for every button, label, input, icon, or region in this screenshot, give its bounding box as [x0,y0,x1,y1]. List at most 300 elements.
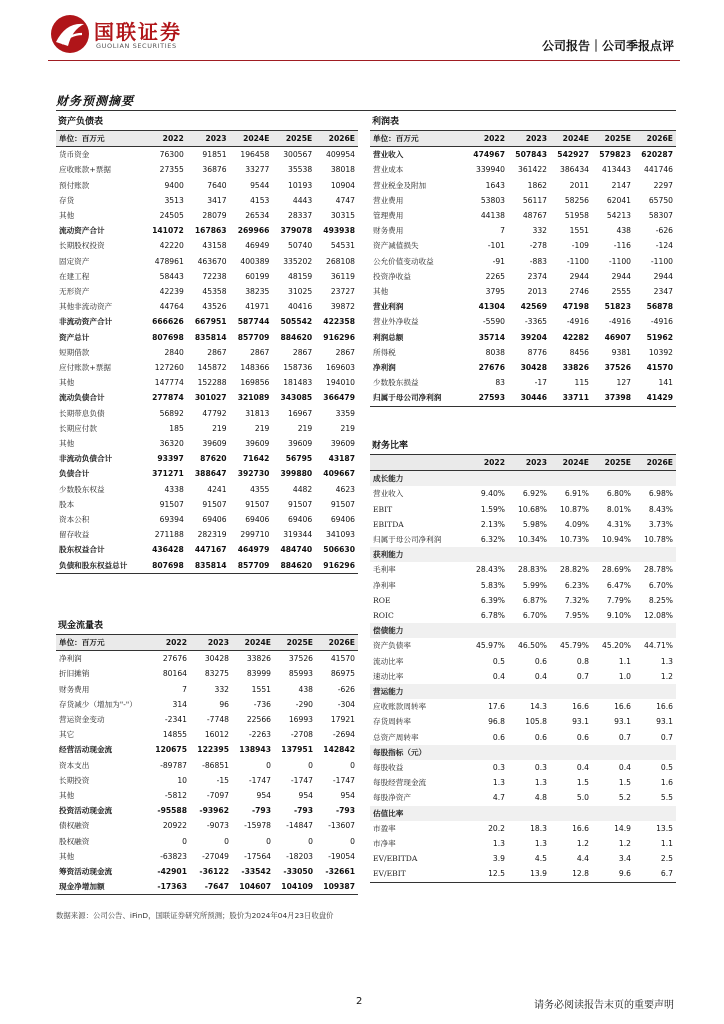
table-cell: 91507 [159,499,184,509]
table-cell [634,745,676,760]
table-cell: -1100 [608,256,631,266]
table-cell: 493938 [323,226,355,236]
row-label: EV/EBITDA [373,854,418,864]
table-row [56,879,358,895]
table-row [56,849,358,864]
table-cell: 35714 [478,332,505,342]
table-row [370,375,676,390]
table-cell: 16012 [204,730,229,740]
table-cell [466,471,508,487]
table-cell: 9544 [250,180,270,190]
table-cell: 0.8 [576,656,589,666]
table-row [370,699,676,714]
row-label: 营业利润 [373,302,404,312]
table-cell: 2347 [653,287,673,297]
table-cell: 4747 [335,195,355,205]
table-cell: 60199 [245,271,270,281]
table-cell: 127 [616,378,631,388]
table-cell: 954 [298,791,313,801]
table-cell: 6.7 [634,866,676,882]
table-cell: 8.43% [648,504,673,514]
table-row [370,562,676,577]
row-label: 其他 [59,791,75,801]
table-cell: -1100 [566,256,589,266]
table-cell: 76300 [159,150,184,160]
table-cell: 47198 [562,302,589,312]
table-cell: 916296 [323,332,355,342]
table-cell: -27049 [202,851,229,861]
table-row [370,608,676,623]
table-cell: 0.5 [660,763,673,773]
table-row [370,314,676,329]
table-cell: 579823 [599,150,631,160]
table-cell: 10 [177,775,187,785]
table-cell: 28079 [202,211,227,221]
table-cell [508,684,550,699]
unit-label: 单位：百万元 [56,635,148,651]
table-cell: 0.6 [576,732,589,742]
row-label: 预付账款 [59,180,90,190]
table-cell: -4916 [650,317,673,327]
table-cell: 93.1 [656,717,673,727]
table-row [370,654,676,669]
table-cell: 2297 [653,180,673,190]
table-cell: 3359 [335,408,355,418]
guolian-logo [48,12,198,62]
table-cell: 41971 [245,302,270,312]
year-header: 2022 [466,131,508,147]
row-label: 财务费用 [373,226,404,236]
table-cell: 341093 [326,530,355,540]
table-cell: 8.01% [606,504,631,514]
table-cell: 0.7 [576,671,589,681]
table-cell: 3417 [207,195,227,205]
table-cell: 39609 [202,439,227,449]
table-cell: 46949 [245,241,270,251]
table-row [56,527,358,542]
table-cell: -1747 [248,775,271,785]
table-cell: 28.83% [518,565,547,575]
table-cell: 2944 [611,271,631,281]
table-row [56,451,358,466]
table-cell: 464979 [237,545,270,555]
table-cell: 8038 [485,347,505,357]
table-cell: 12.08% [644,611,673,621]
table-cell [634,471,676,487]
table-row [370,502,676,517]
table-cell [550,623,592,638]
row-label: 成长能力 [370,471,466,487]
year-header: 2025E [272,131,315,147]
table-cell: 71642 [242,454,270,464]
table-cell: 2867 [292,347,313,357]
table-row [370,790,676,805]
table-cell: -2694 [332,730,355,740]
table-cell: 8456 [569,347,589,357]
row-label: ROIC [373,611,394,621]
table-row [56,482,358,497]
table-cell: 20.2 [488,823,505,833]
row-label: 投资活动现金流 [59,806,113,816]
table-cell: 386434 [560,165,589,175]
table-cell: 667951 [194,317,227,327]
row-label: 净利润 [373,363,396,373]
table-cell: -91 [492,256,505,266]
page-number: 2 [356,996,363,1007]
table-row [370,254,676,269]
table-cell: 5.83% [480,580,505,590]
table-row [56,682,358,697]
table-cell: 0.7 [618,732,631,742]
row-label: 营运能力 [370,684,466,699]
table-cell: 30428 [204,654,229,664]
table-cell: 91851 [202,150,227,160]
table-cell: 884620 [280,332,313,342]
table-cell: -290 [295,699,313,709]
table-cell: 169603 [326,363,355,373]
table-cell: 1.3 [534,839,547,849]
year-header: 2023 [190,635,232,651]
row-label: 其他 [59,851,75,861]
table-cell: 51962 [646,332,673,342]
table-cell: 2265 [485,271,505,281]
table-cell: 6.87% [522,595,547,605]
table-cell: 167863 [194,226,227,236]
table-cell: 463670 [197,256,227,266]
table-cell: 8.25% [648,595,673,605]
table-cell: 4443 [292,195,313,205]
table-cell: 93397 [157,454,184,464]
year-header: 2024E [550,131,592,147]
table-cell: 158736 [283,363,313,373]
table-cell: -793 [335,806,355,816]
table-cell: 3.4 [618,854,631,864]
table-row [56,178,358,193]
table-cell: 10.73% [560,535,589,545]
table-cell: 47792 [202,408,227,418]
table-cell: 83999 [246,669,271,679]
table-cell: 10.78% [644,535,673,545]
table-cell: 1.5 [618,778,631,788]
row-label: 应收账款周转率 [373,702,427,712]
table-cell: 58443 [159,271,184,281]
table-row [56,773,358,788]
balance-sheet-block [56,114,358,574]
table-cell: 62041 [606,195,631,205]
row-label: EBITDA [373,519,404,529]
table-row [370,593,676,608]
page-header [0,0,724,70]
table-cell: 438 [616,226,631,236]
table-cell [592,547,634,562]
table-row [56,542,358,557]
row-label: 公允价值变动收益 [373,256,434,266]
table-row [56,375,358,390]
table-cell: 142842 [323,745,355,755]
table-cell: 51823 [604,302,631,312]
row-label: 估值比率 [370,806,466,821]
table-cell: 152288 [197,378,227,388]
table-cell: 35538 [288,165,313,175]
table-cell: 39204 [520,332,547,342]
table-cell: 1.1 [660,839,673,849]
table-cell: 46907 [604,332,631,342]
section-title: 财务预测摘要 [56,94,135,108]
table-cell: 28.78% [644,565,673,575]
row-label: 流动比率 [373,656,404,666]
table-cell: 50740 [288,241,313,251]
table-cell: 0.6 [534,656,547,666]
table-cell: 835814 [187,558,230,574]
table-row [56,238,358,253]
table-cell: 332 [532,226,547,236]
row-label: 利润总额 [373,332,404,342]
table-cell: 28337 [288,211,313,221]
table-cell: -626 [655,226,673,236]
row-label: 折旧摊销 [59,669,90,679]
table-header-row [370,455,676,471]
table-cell [508,547,550,562]
table-cell: 58307 [648,211,673,221]
table-cell: 13.9 [508,866,550,882]
table-cell: 6.47% [606,580,631,590]
table-cell: 301027 [194,393,227,403]
row-label: 归属于母公司净利润 [373,535,442,545]
disclaimer: 请务必阅读报告末页的重要声明 [534,1000,674,1011]
table-cell: 48159 [288,271,313,281]
table-cell: -17363 [148,879,190,895]
table-cell: 9.6 [592,866,634,882]
row-label: 存货减少（增加为"-"） [59,699,137,709]
table-cell: 0.4 [618,763,631,773]
table-cell: -2263 [248,730,271,740]
row-label: 每股收益 [373,763,404,773]
row-label: 营业收入 [373,489,404,499]
table-row [370,775,676,790]
table-cell: 115 [574,378,589,388]
table-cell: 0.6 [534,732,547,742]
table-cell: 6.23% [564,580,589,590]
table-cell: 6.80% [606,489,631,499]
table-cell: 28.69% [602,565,631,575]
table-cell: 12.8 [550,866,592,882]
table-cell: 9.10% [606,611,631,621]
row-label: 无形资产 [59,287,90,297]
table-cell: 314 [172,699,187,709]
table-row [56,818,358,833]
table-cell: 1.6 [660,778,673,788]
table-cell: 219 [254,423,270,433]
table-cell [550,806,592,821]
row-label: 营运资金变动 [59,715,105,725]
table-cell: 277874 [152,393,184,403]
table-cell: 6.70% [648,580,673,590]
table-cell: 16993 [288,715,313,725]
row-label: 筹资活动现金流 [59,867,113,877]
table-cell: 335202 [283,256,313,266]
table-cell: 7.32% [564,595,589,605]
table-cell: -7097 [206,791,229,801]
table-cell: 56892 [159,408,184,418]
table-cell: 10392 [648,347,673,357]
table-row [56,314,358,329]
table-cell [466,623,508,638]
row-label: 市盈率 [373,823,396,833]
table-cell: -5812 [164,791,187,801]
table-cell: 196458 [240,150,270,160]
table-cell: -89787 [160,760,187,770]
row-label: 流动资产合计 [59,226,105,236]
table-cell: 9381 [611,347,631,357]
table-cell: 27676 [162,654,187,664]
table-cell: 954 [340,791,355,801]
table-cell: 10.34% [518,535,547,545]
year-header: 2025E [592,455,634,471]
table-cell: 271188 [154,530,184,540]
table-cell: -116 [613,241,631,251]
table-cell: 1.3 [492,839,505,849]
table-cell: -15 [216,775,229,785]
year-header: 2023 [187,131,230,147]
table-cell: 2013 [527,287,547,297]
row-label: 资本支出 [59,760,90,770]
table-cell: 10.94% [602,535,631,545]
table-cell: 14.9 [614,823,631,833]
table-cell [508,623,550,638]
row-label: 归属于母公司净利润 [370,390,466,406]
table-cell: 3.73% [648,519,673,529]
table-row [370,193,676,208]
table-cell: 137951 [281,745,313,755]
table-cell: 0 [308,760,313,770]
table-row [56,742,358,757]
table-cell: 4338 [164,484,184,494]
table-cell: 332 [214,684,229,694]
income-statement-table [370,131,676,407]
table-cell: 2147 [611,180,631,190]
table-row [56,208,358,223]
table-row [370,714,676,729]
table-cell: 857709 [230,558,273,574]
table-cell: 17921 [330,715,355,725]
table-cell [550,684,592,699]
income-statement-caption: 利润表 [370,114,676,131]
table-row [56,803,358,818]
table-cell: 7640 [207,180,227,190]
table-cell [634,684,676,699]
table-cell: -33542 [241,867,271,877]
table-row [370,208,676,223]
table-cell: 127260 [154,363,184,373]
table-cell: 38235 [245,287,270,297]
table-cell: 2867 [335,347,355,357]
table-cell: 0 [350,836,355,846]
table-cell [634,623,676,638]
table-cell [634,547,676,562]
table-cell: 16.6 [572,823,589,833]
table-cell: -7647 [190,879,232,895]
row-label: 其他 [373,287,389,297]
table-row [370,638,676,653]
table-cell [592,471,634,487]
table-cell: 1.2 [576,839,589,849]
table-cell: 299710 [240,530,270,540]
table-cell: 0.3 [492,763,505,773]
year-header: 2022 [148,635,190,651]
table-header-row [56,635,358,651]
table-cell: 0 [308,836,313,846]
table-cell: 45358 [202,287,227,297]
row-label: 股权融资 [59,836,90,846]
table-cell: 69394 [159,515,184,525]
row-label: 长期带息负债 [59,408,105,418]
table-cell: 43158 [202,241,227,251]
table-cell: 41429 [634,390,676,406]
table-cell: 268108 [326,256,355,266]
unit-label: 单位：百万元 [370,131,466,147]
table-cell: 36119 [330,271,355,281]
row-label: 非流动负债合计 [59,454,113,464]
table-cell: 85993 [288,669,313,679]
year-header: 2023 [508,131,550,147]
row-label: 净利率 [373,580,396,590]
table-cell: 16967 [288,408,313,418]
table-cell: -1747 [332,775,355,785]
table-cell: 666626 [152,317,184,327]
row-label: 营业成本 [373,165,404,175]
table-row [370,836,676,851]
table-row [370,147,676,163]
table-cell: 13.5 [656,823,673,833]
table-row [370,345,676,360]
table-row [56,497,358,512]
table-cell: 1.5 [576,778,589,788]
row-label: 长期应付款 [59,423,97,433]
table-cell: -63823 [160,851,187,861]
table-cell: 1551 [569,226,589,236]
table-row [56,712,358,727]
table-cell: 20922 [162,821,187,831]
table-cell: 2944 [569,271,589,281]
table-row [370,760,676,775]
table-cell: 1.3 [534,778,547,788]
table-cell: 69406 [202,515,227,525]
table-cell: -19054 [328,851,355,861]
row-label: 净利润 [59,654,82,664]
table-cell: -1100 [650,256,673,266]
table-row [370,486,676,501]
row-label: 速动比率 [373,671,404,681]
table-cell: 41304 [478,302,505,312]
table-cell: 148366 [240,363,270,373]
table-cell: 6.32% [480,535,505,545]
year-header: 2024E [550,455,592,471]
table-cell [592,806,634,821]
table-cell: 0 [350,760,355,770]
table-cell: 1.2 [618,839,631,849]
table-row [56,284,358,299]
table-row [56,406,358,421]
table-cell: 41570 [330,654,355,664]
table-cell: 33711 [550,390,592,406]
table-row [56,727,358,742]
row-label: 非流动资产合计 [59,317,113,327]
table-cell: 53803 [480,195,505,205]
row-label: 毛利率 [373,565,396,575]
row-label: 管理费用 [373,211,404,221]
table-cell: 30315 [330,211,355,221]
table-cell [634,806,676,821]
